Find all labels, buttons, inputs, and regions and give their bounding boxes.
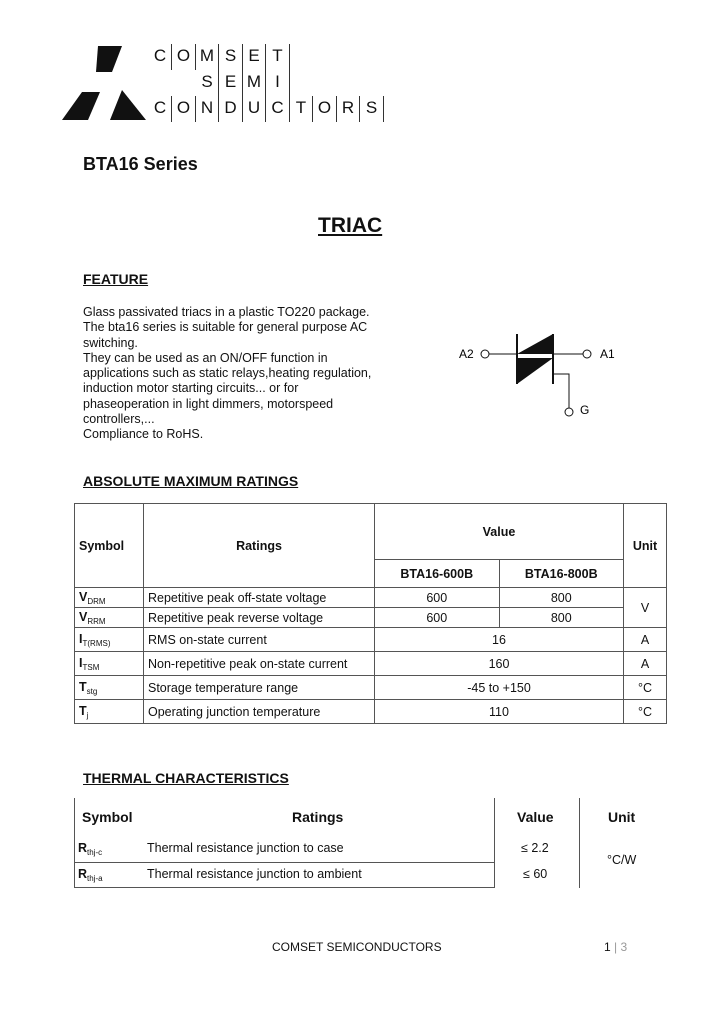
unit-cell: V — [624, 588, 667, 628]
symbol-cell: $V_{RRM}$ — [75, 608, 144, 628]
feature-line: induction motor starting circuits... or for — [83, 381, 299, 396]
ratings-cell: Thermal resistance junction to case — [147, 841, 344, 855]
table-row — [75, 588, 667, 608]
logo-letter: S — [224, 46, 237, 65]
ratings-cell: Repetitive peak off-state voltage — [144, 588, 375, 608]
document-title: TRIAC — [318, 214, 383, 237]
logo-letter: I — [275, 72, 280, 91]
logo-letter: O — [176, 46, 191, 65]
unit-cell: A — [624, 652, 667, 676]
value-600b: 600 — [375, 588, 500, 608]
logo-letter: T — [295, 98, 307, 117]
logo-letter: C — [153, 98, 167, 117]
symbol-cell: $T_j$ — [75, 700, 144, 724]
page-separator: | — [614, 940, 618, 954]
symbol-cell: $T_{stg}$ — [75, 676, 144, 700]
logo-letter: C — [271, 98, 284, 117]
footer-page — [604, 940, 627, 954]
logo-letter: M — [246, 72, 262, 91]
thermal-heading: THERMAL CHARACTERISTICS — [83, 770, 289, 786]
ratings-cell: Operating junction temperature — [144, 700, 375, 724]
a2-label: A2 — [459, 347, 474, 361]
logo-letter: O — [317, 98, 332, 117]
logo-letter: E — [248, 46, 260, 65]
ratings-cell: Thermal resistance junction to ambient — [147, 867, 362, 881]
unit-cell: °C — [624, 676, 667, 700]
logo-letter: U — [247, 98, 261, 117]
value-cell: 160 — [375, 652, 624, 676]
table-row — [75, 628, 667, 652]
header-unit: Unit — [624, 504, 667, 588]
page-number: 1 — [604, 940, 611, 954]
value-800b: 800 — [499, 608, 624, 628]
logo-letter: M — [199, 46, 215, 65]
unit-cell: °C/W — [607, 853, 637, 867]
ratings-cell: Non-repetitive peak on-state current — [144, 652, 375, 676]
feature-line: Compliance to RoHS. — [83, 427, 204, 442]
feature-heading: FEATURE — [83, 271, 149, 287]
ratings-cell: Repetitive peak reverse voltage — [144, 608, 375, 628]
value-800b: 800 — [499, 588, 624, 608]
logo-letter: O — [176, 98, 191, 117]
feature-line: They can be used as an ON/OFF function in — [83, 350, 328, 365]
header-symbol: Symbol — [82, 809, 133, 825]
abs-max-heading: ABSOLUTE MAXIMUM RATINGS — [83, 473, 299, 489]
logo-letter: T — [272, 46, 283, 65]
feature-line: phaseoperation in light dimmers, motorspeed — [83, 396, 334, 411]
feature-line: switching. — [83, 335, 138, 350]
ratings-cell: Storage temperature range — [144, 676, 375, 700]
header-800b: BTA16-800B — [499, 560, 624, 588]
feature-line: Glass passivated triacs in a plastic TO220 package. — [83, 305, 370, 319]
logo-letter: C — [153, 46, 167, 65]
symbol-cell: $I_{TSM}$ — [75, 652, 144, 676]
ratings-cell: RMS on-state current — [144, 628, 375, 652]
feature-line: The bta16 series is suitable for general purpose AC — [83, 320, 368, 335]
table-row — [75, 652, 667, 676]
feature-line: controllers,... — [83, 412, 155, 427]
header-unit: Unit — [608, 809, 636, 825]
header-ratings: Ratings — [292, 809, 344, 825]
abs-max-table — [74, 503, 667, 724]
thermal-table — [74, 798, 667, 888]
logo-letter: D — [224, 98, 237, 117]
symbol-cell: $R_{thj-a}$ — [78, 867, 103, 883]
header-symbol: Symbol — [75, 504, 144, 588]
logo-letter: S — [365, 98, 378, 117]
triac-symbol-icon — [455, 330, 625, 430]
logo-letter: S — [201, 72, 213, 91]
header-value: Value — [375, 504, 624, 560]
header-600b: BTA16-600B — [375, 560, 500, 588]
unit-cell: °C — [624, 700, 667, 724]
header-value: Value — [517, 809, 554, 825]
logo-letter: N — [200, 98, 214, 117]
table-row — [75, 700, 667, 724]
table-row — [75, 676, 667, 700]
value-cell: ≤ 60 — [523, 867, 548, 881]
feature-line: applications such as static relays,heating regulation, — [83, 366, 372, 381]
header-ratings: Ratings — [144, 504, 375, 588]
symbol-cell: $R_{thj-c}$ — [78, 841, 103, 857]
value-cell: -45 to +150 — [375, 676, 624, 700]
series-title: BTA16 Series — [83, 154, 198, 174]
logo-triangle-icon — [60, 44, 150, 124]
value-cell: 110 — [375, 700, 624, 724]
value-600b: 600 — [375, 608, 500, 628]
a1-label: A1 — [600, 347, 615, 361]
table-row — [75, 608, 667, 628]
symbol-cell: $I_{T(RMS)}$ — [75, 628, 144, 652]
logo-letter: E — [224, 72, 237, 91]
footer-company: COMSET SEMICONDUCTORS — [272, 940, 442, 954]
value-cell: ≤ 2.2 — [521, 841, 549, 855]
unit-cell: A — [624, 628, 667, 652]
symbol-cell: $V_{DRM}$ — [75, 588, 144, 608]
g-label: G — [580, 403, 590, 417]
page-total: 3 — [620, 940, 628, 954]
logo-letter: R — [341, 98, 355, 117]
feature-text — [83, 305, 413, 443]
value-cell: 16 — [375, 628, 624, 652]
